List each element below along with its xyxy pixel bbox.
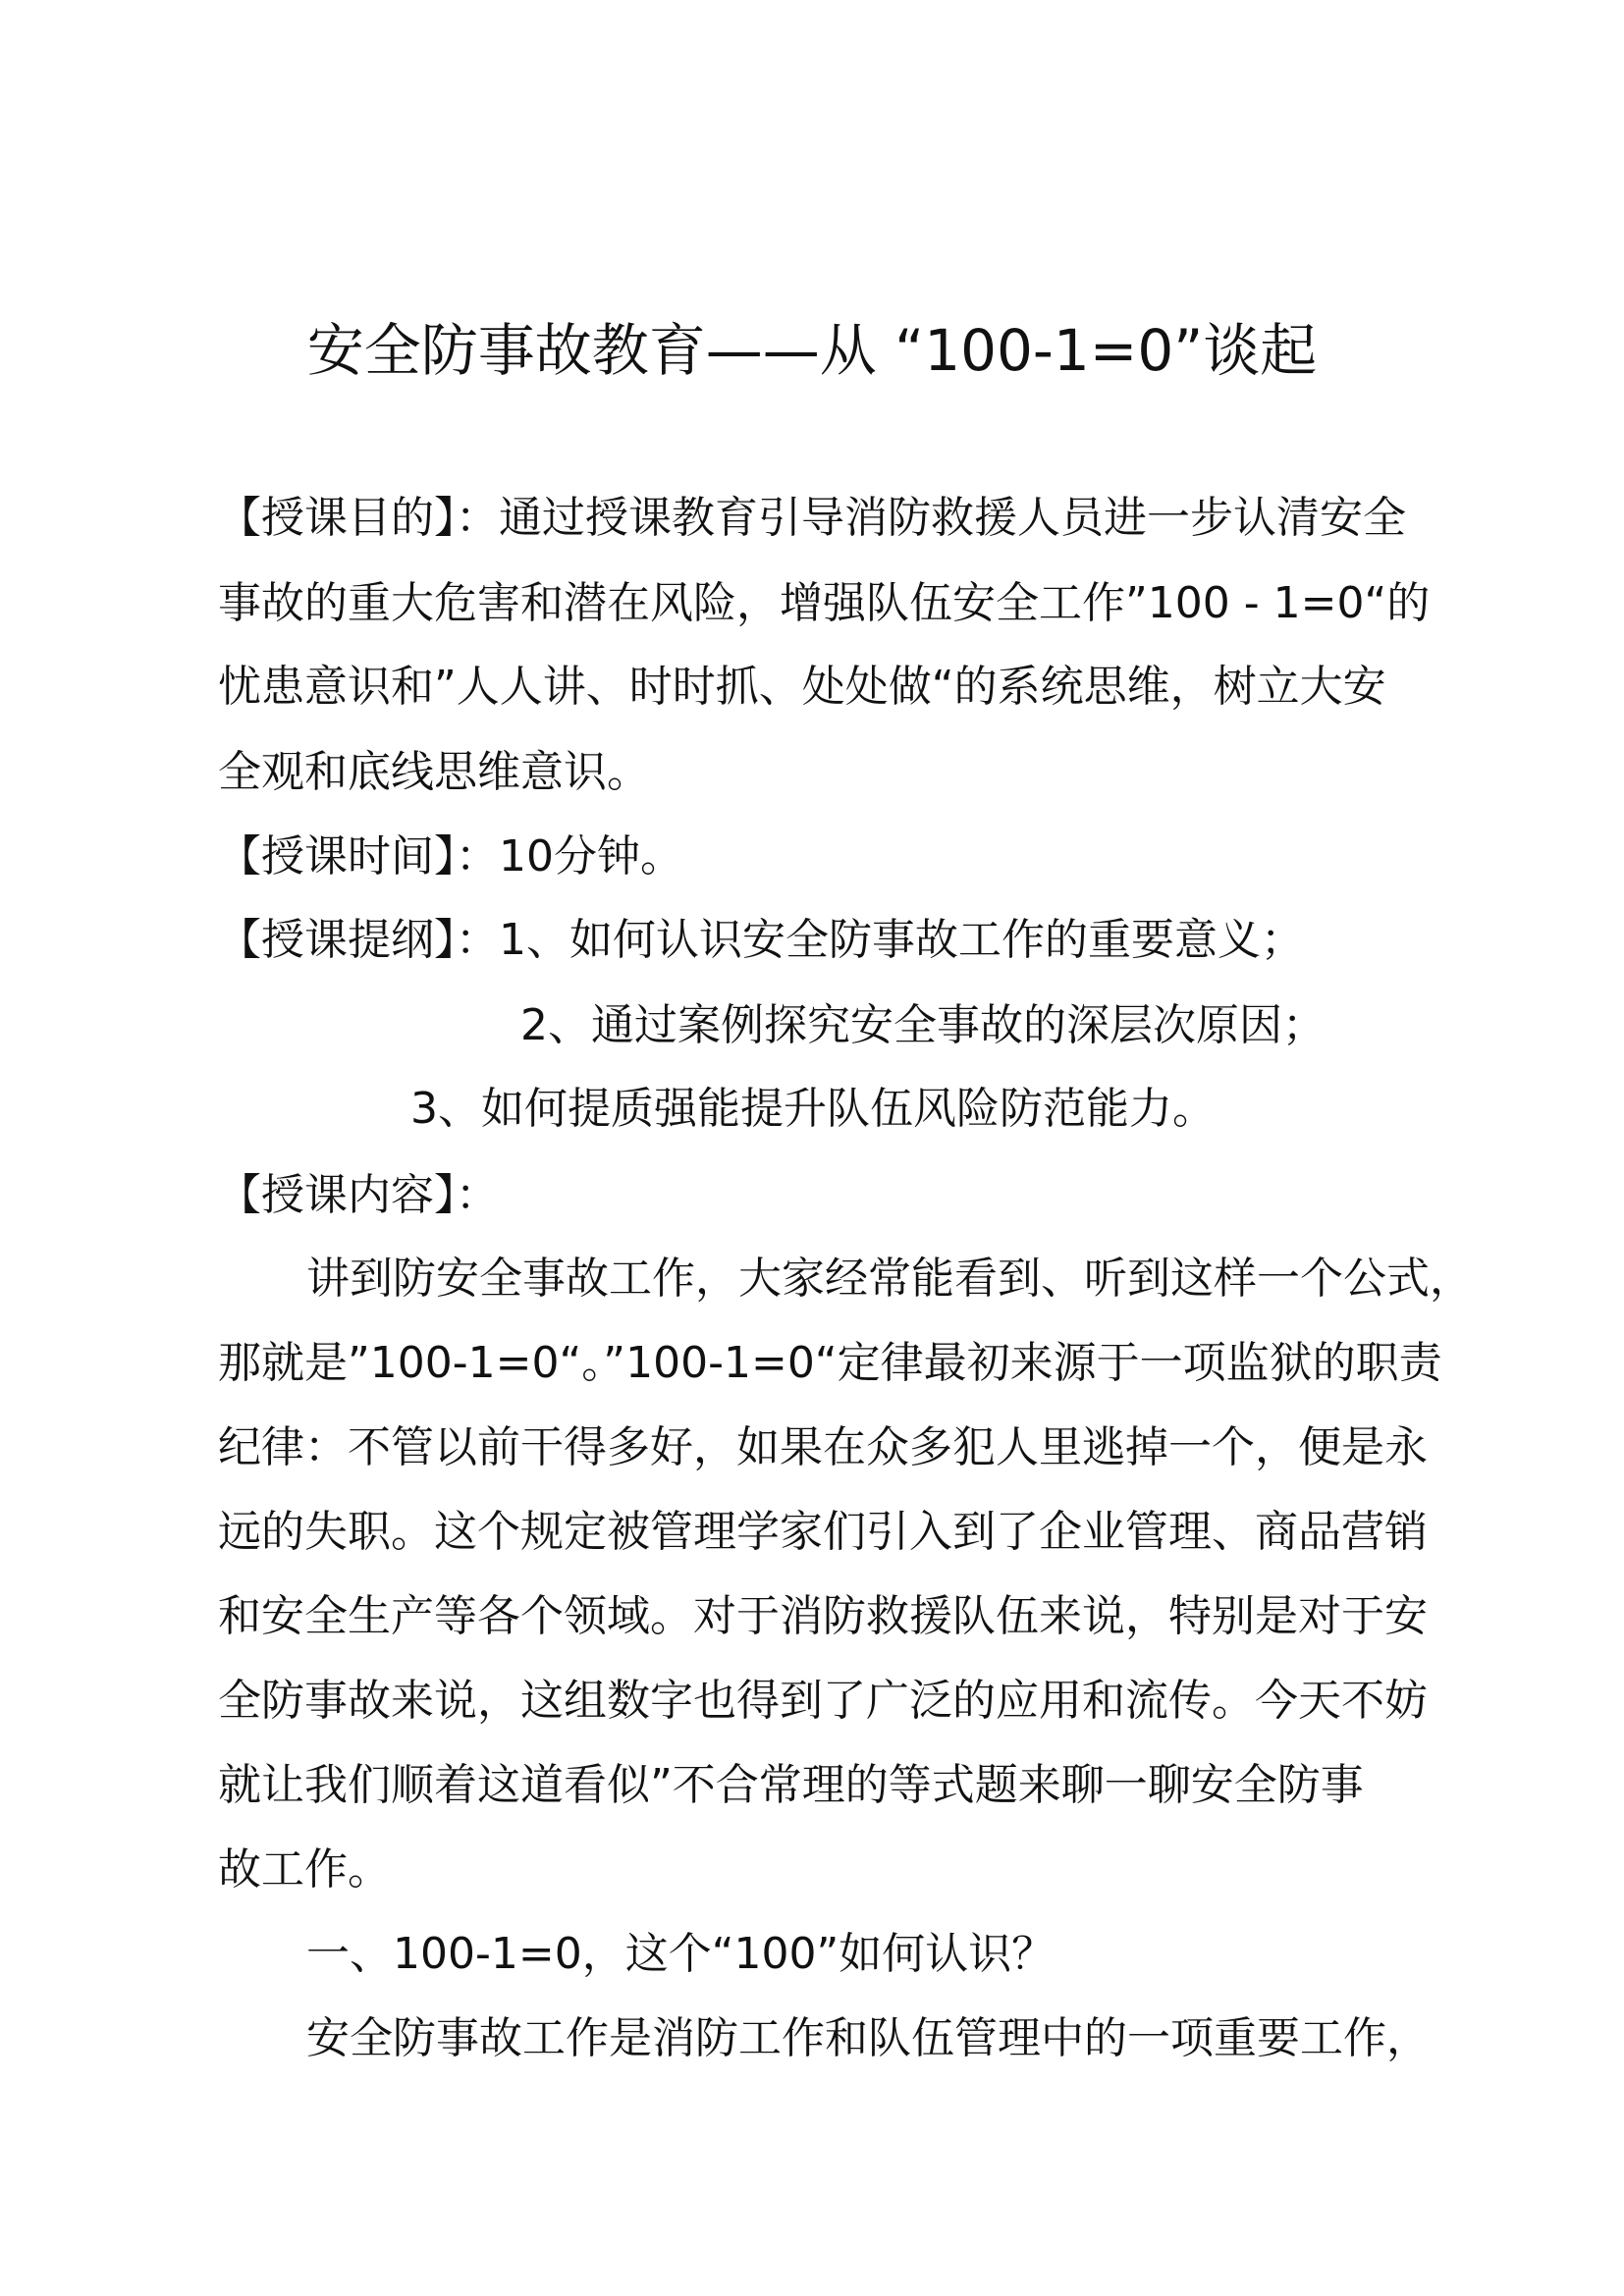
- duration-line: 【授课时间】：10分钟。: [218, 831, 683, 881]
- purpose-line-1: 【授课目的】：通过授课教育引导消防救援人员进一步认清安全: [218, 493, 1406, 543]
- body-line-2: 那就是”100-1=0“。”100-1=0“定律最初来源于一项监狱的职责: [218, 1338, 1442, 1388]
- body-line-3: 纪律：不管以前干得多好，如果在众多犯人里逃掉一个，便是永: [218, 1422, 1428, 1472]
- outline-line-1: 【授课提纲】：1、如何认识安全防事故工作的重要意义；: [218, 915, 1304, 965]
- content-heading: 【授课内容】：: [218, 1170, 499, 1220]
- section-line-1: 安全防事故工作是消防工作和队伍管理中的一项重要工作，: [306, 2013, 1430, 2063]
- document-title: 安全防事故教育——从 “100-1=0”谈起: [306, 317, 1318, 384]
- purpose-line-4: 全观和底线思维意识。: [218, 747, 650, 797]
- body-line-1: 讲到防安全事故工作，大家经常能看到、听到这样一个公式，: [306, 1254, 1473, 1304]
- outline-line-2: 2、通过案例探究安全事故的深层次原因；: [520, 1000, 1326, 1050]
- section-heading-1: 一、100-1=0，这个“100”如何认识？: [306, 1929, 1056, 1979]
- body-line-8: 故工作。: [218, 1844, 391, 1895]
- body-line-7: 就让我们顺着这道看似”不合常理的等式题来聊一聊安全防事: [218, 1760, 1364, 1810]
- purpose-line-3: 忧患意识和”人人讲、时时抓、处处做“的系统思维，树立大安: [218, 662, 1386, 712]
- purpose-line-2: 事故的重大危害和潜在风险，增强队伍安全工作”100 - 1=0“的: [218, 578, 1431, 628]
- body-line-4: 远的失职。这个规定被管理学家们引入到了企业管理、商品营销: [218, 1507, 1428, 1557]
- body-line-5: 和安全生产等各个领域。对于消防救援队伍来说，特别是对于安: [218, 1591, 1428, 1641]
- body-line-6: 全防事故来说，这组数字也得到了广泛的应用和流传。今天不妨: [218, 1676, 1428, 1726]
- outline-line-3: 3、如何提质强能提升队伍风险防范能力。: [410, 1084, 1216, 1134]
